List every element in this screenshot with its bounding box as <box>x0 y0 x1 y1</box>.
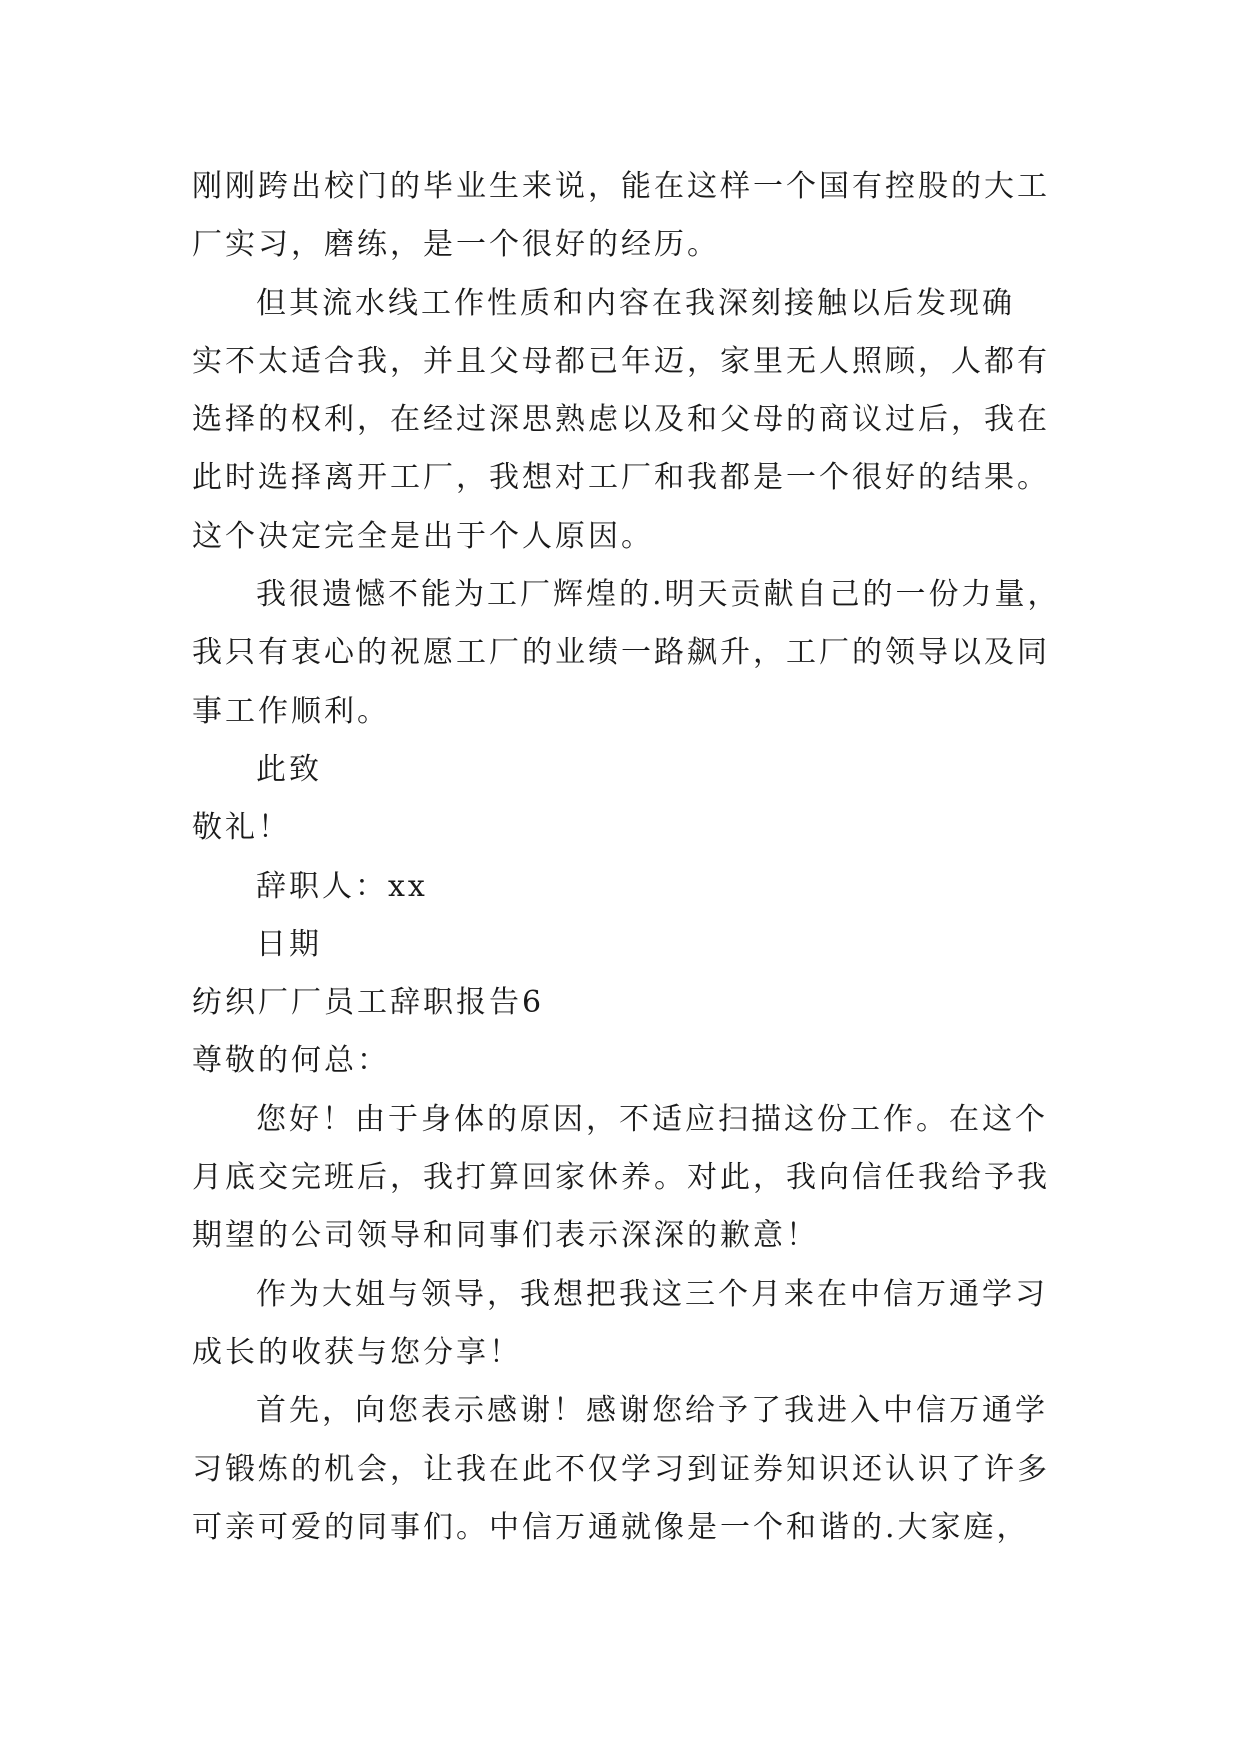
section-title: 纺织厂厂员工辞职报告6 <box>192 985 545 1021</box>
text-line: 实不太适合我，并且父母都已年迈，家里无人照顾，人都有 <box>192 343 1050 379</box>
text-line: 我只有衷心的祝愿工厂的业绩一路飙升，工厂的领导以及同 <box>192 635 1050 671</box>
text-line: 成长的收获与您分享！ <box>192 1334 522 1370</box>
text-line: 我很遗憾不能为工厂辉煌的.明天贡献自己的一份力量， <box>256 577 1061 613</box>
text-line: 首先，向您表示感谢！感谢您给予了我进入中信万通学 <box>256 1393 1048 1429</box>
text-line: 期望的公司领导和同事们表示深深的歉意！ <box>192 1218 819 1254</box>
text-line: 厂实习，磨练，是一个很好的经历。 <box>192 227 720 263</box>
document-body <box>192 158 1072 1557</box>
text-line: 您好！由于身体的原因，不适应扫描这份工作。在这个 <box>256 1101 1048 1137</box>
text-line: 选择的权利，在经过深思熟虑以及和父母的商议过后，我在 <box>192 402 1050 438</box>
text-line: 可亲可爱的同事们。中信万通就像是一个和谐的.大家庭， <box>192 1509 1030 1545</box>
text-line: 习锻炼的机会，让我在此不仅学习到证券知识还认识了许多 <box>192 1451 1050 1487</box>
closing-regards: 敬礼！ <box>192 810 291 846</box>
text-line: 但其流水线工作性质和内容在我深刻接触以后发现确 <box>256 285 1015 321</box>
text-line: 此时选择离开工厂，我想对工厂和我都是一个很好的结果。 <box>192 460 1050 496</box>
text-line: 刚刚跨出校门的毕业生来说，能在这样一个国有控股的大工 <box>192 169 1050 204</box>
date-line: 日期 <box>256 926 322 962</box>
text-line: 事工作顺利。 <box>192 693 390 729</box>
closing-salutation: 此致 <box>256 751 322 787</box>
text-line: 作为大姐与领导，我想把我这三个月来在中信万通学习 <box>256 1276 1048 1312</box>
greeting-line: 尊敬的何总： <box>192 1043 390 1079</box>
signature-line: 辞职人：xx <box>256 868 428 904</box>
text-line: 这个决定完全是出于个人原因。 <box>192 518 654 554</box>
text-line: 月底交完班后，我打算回家休养。对此，我向信任我给予我 <box>192 1160 1050 1196</box>
